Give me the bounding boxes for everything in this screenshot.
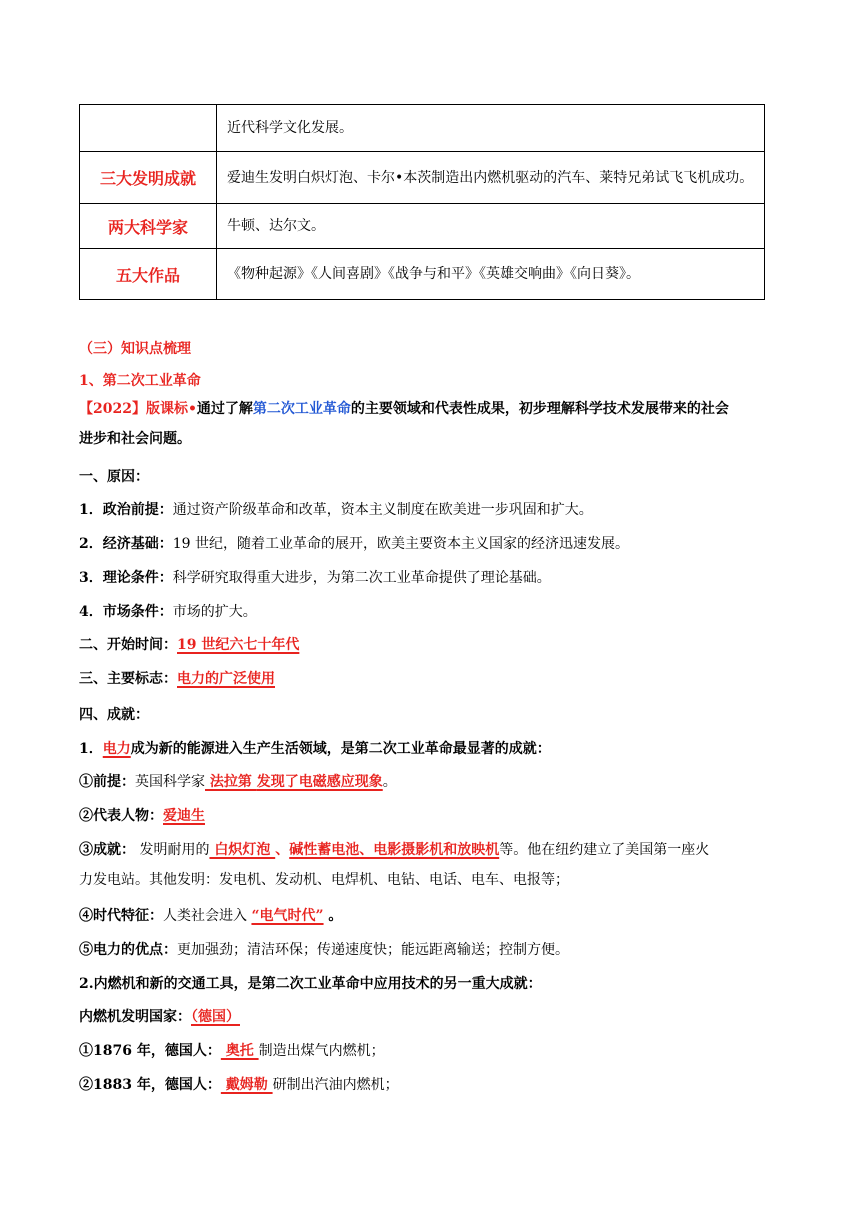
- era-text: 人类社会进入: [163, 908, 247, 924]
- result-text: 发明耐用的: [135, 842, 210, 858]
- premise-label: ①前提：: [79, 774, 135, 790]
- otto-text: 制造出煤气内燃机；: [258, 1043, 385, 1059]
- table-row-head: [80, 105, 217, 152]
- achievement-2: 2.内燃机和新的交通工具，是第二次工业革命中应用技术的另一重大成就：: [79, 976, 542, 992]
- standard-tag: 【2022】版课标•: [79, 401, 197, 417]
- otto-label: ①1876 年，德国人：: [79, 1043, 221, 1059]
- achievements-heading: 四、成就：: [79, 707, 149, 723]
- table-row-body: 爱迪生发明白炽灯泡、卡尔•本茨制造出内燃机驱动的汽车、莱特兄弟试飞飞机成功。: [217, 152, 765, 204]
- curriculum-standard: [79, 398, 779, 420]
- premise-answer-2: 发现了电磁感应现象: [256, 774, 383, 790]
- cause-item: [79, 499, 779, 521]
- country-answer: （德国）: [191, 1009, 240, 1025]
- cause-text: 市场的扩大。: [172, 604, 257, 620]
- sign-answer: 电力的广泛使用: [177, 671, 275, 687]
- country-label: 内燃机发明国家：: [79, 1009, 191, 1025]
- person-answer: 爱迪生: [163, 808, 205, 824]
- otto-line: [79, 1040, 779, 1062]
- result-sep: 、: [275, 842, 290, 858]
- merit-line: [79, 939, 779, 961]
- achievement-answer: 电力: [102, 741, 131, 757]
- daimler-label: ②1883 年，德国人：: [79, 1077, 221, 1093]
- table-row-head: 三大发明成就: [80, 152, 217, 204]
- summary-table: [79, 104, 765, 300]
- start-label: 二、开始时间：: [79, 637, 177, 653]
- cause-text: 19 世纪，随着工业革命的展开，欧美主要资本主义国家的经济迅速发展。: [172, 536, 630, 552]
- subsection-title: 1、第二次工业革命: [79, 373, 201, 389]
- table-row: [80, 152, 765, 204]
- section-title: （三）知识点梳理: [79, 341, 191, 357]
- premise-end: 。: [382, 774, 397, 790]
- table-row-head: 五大作品: [80, 249, 217, 300]
- cause-item: [79, 567, 779, 589]
- main-sign: [79, 668, 779, 690]
- era-answer: “电气时代”: [251, 908, 324, 924]
- country-line: [79, 1006, 779, 1028]
- table-row: [80, 249, 765, 300]
- result-line: [79, 839, 779, 861]
- otto-answer: 奥托: [220, 1043, 259, 1059]
- premise-answer-1: 法拉第: [205, 774, 257, 790]
- table-row-body: 牛顿、达尔文。: [217, 204, 765, 249]
- cause-label: 4．市场条件：: [79, 604, 173, 620]
- era-label: ④时代特征：: [79, 908, 163, 924]
- achievement-text: 成为新的能源进入生产生活领域，是第二次工业革命最显著的成就：: [130, 741, 551, 757]
- curriculum-standard-cont: 进步和社会问题。: [79, 431, 191, 447]
- causes-heading: 一、原因：: [79, 469, 149, 485]
- result-text-2: 等。他在纽约建立了美国第一座火: [499, 842, 710, 858]
- premise-text: 英国科学家: [135, 774, 205, 790]
- cause-text: 科学研究取得重大进步，为第二次工业革命提供了理论基础。: [172, 570, 551, 586]
- merit-label: ⑤电力的优点：: [79, 942, 177, 958]
- standard-pre: 通过了解: [196, 401, 253, 417]
- daimler-line: [79, 1074, 779, 1096]
- result-answer-1: 白炽灯泡: [209, 842, 276, 858]
- merit-text: 更加强劲；清洁环保；传递速度快；能远距离输送；控制方便。: [177, 942, 569, 958]
- cause-label: 2．经济基础：: [79, 536, 173, 552]
- table-row-head: 两大科学家: [80, 204, 217, 249]
- premise-line: [79, 771, 779, 793]
- table-row: [80, 204, 765, 249]
- result-answer-2: 碱性蓄电池、电影摄影机和放映机: [289, 842, 500, 858]
- standard-highlight: 第二次工业革命: [252, 401, 351, 417]
- daimler-answer: 戴姆勒: [220, 1077, 273, 1093]
- person-line: [79, 805, 779, 827]
- sign-label: 三、主要标志：: [79, 671, 177, 687]
- cause-label: 1．政治前提：: [79, 502, 173, 518]
- start-time: [79, 634, 779, 656]
- achievement-1: [79, 738, 779, 760]
- table-row-body: 《物种起源》《人间喜剧》《战争与和平》《英雄交响曲》《向日葵》。: [217, 249, 765, 300]
- daimler-text: 研制出汽油内燃机；: [272, 1077, 399, 1093]
- person-label: ②代表人物：: [79, 808, 163, 824]
- cause-item: [79, 601, 779, 623]
- cause-label: 3．理论条件：: [79, 570, 173, 586]
- era-line: [79, 905, 779, 927]
- start-answer: 19 世纪六七十年代: [177, 637, 300, 653]
- cause-text: 通过资产阶级革命和改革，资本主义制度在欧美进一步巩固和扩大。: [172, 502, 593, 518]
- era-end: 。: [323, 908, 343, 924]
- result-line-cont: 力发电站。其他发明：发电机、发动机、电焊机、电钻、电话、电车、电报等；: [79, 872, 569, 888]
- table-row: [80, 105, 765, 152]
- achievement-num: 1．: [79, 741, 103, 757]
- result-label: ③成就：: [79, 842, 135, 858]
- standard-post: 的主要领域和代表性成果，初步理解科学技术发展带来的社会: [350, 401, 729, 417]
- cause-item: [79, 533, 779, 555]
- table-row-body: 近代科学文化发展。: [217, 105, 765, 152]
